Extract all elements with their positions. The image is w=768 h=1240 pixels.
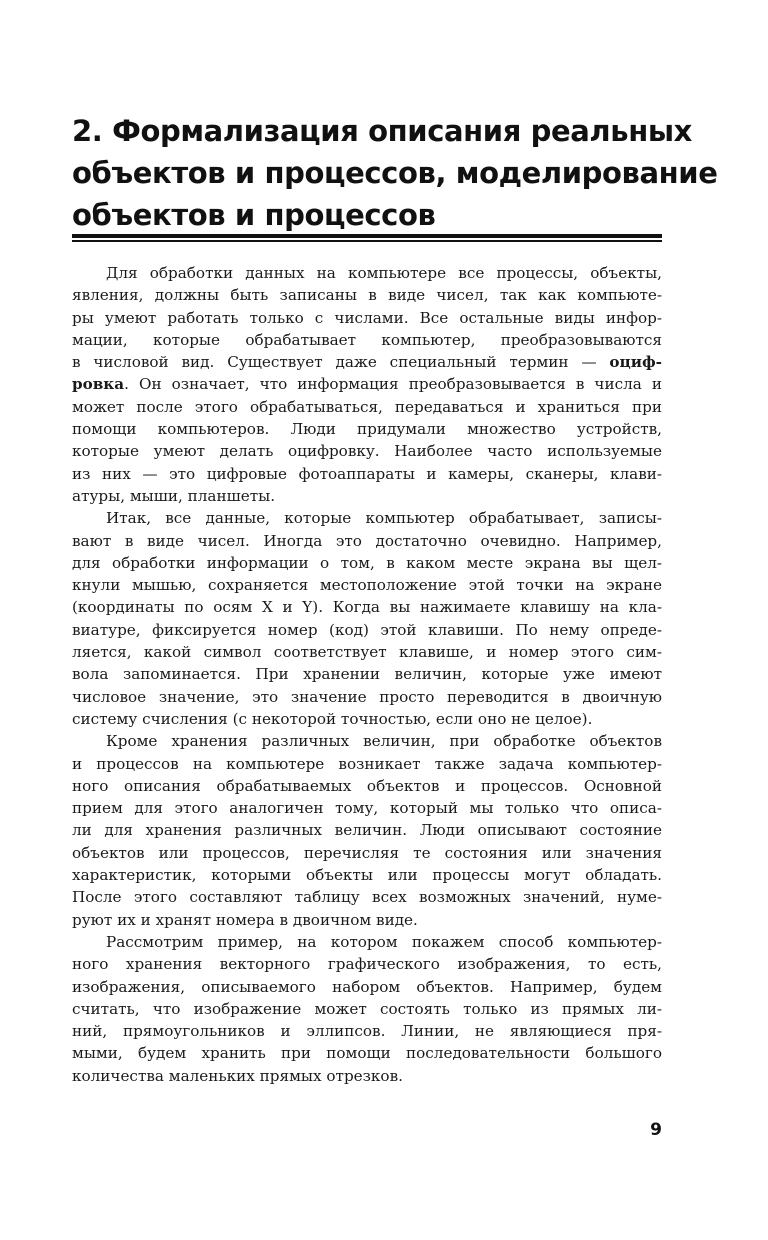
- paragraph-3: [72, 730, 662, 931]
- text-line: для обработки информации о том, в каком месте экрана вы щел-: [72, 553, 662, 572]
- text-line: ровка. Он означает, что информация преобразовывается в числа и: [72, 375, 662, 394]
- text-line-with-term: [72, 351, 662, 373]
- text-line: ры умеют работать только с числами. Все остальные виды инфор-: [72, 308, 662, 327]
- body-text: [72, 262, 662, 1087]
- text-line: мыми, будем хранить при помощи последовательности большого: [72, 1044, 662, 1063]
- text-line: считать, что изображение может состоять только из прямых ли-: [72, 999, 662, 1018]
- text-line: помощи компьютеров. Люди придумали множество устройств,: [72, 420, 662, 439]
- text-line: и процессов на компьютере возникает также задача компьютер-: [72, 754, 662, 773]
- text-line: числовое значение, это значение просто переводится в двоичную: [72, 687, 662, 706]
- text-fragment: в числовой вид. Существует даже специальный термин —: [72, 353, 610, 372]
- chapter-title-line: 2. Формализация описания реальных: [72, 114, 692, 148]
- text-line: ного описания обрабатываемых объектов и процессов. Основной: [72, 776, 662, 795]
- text-line: прием для этого аналогичен тому, который мы только что описа-: [72, 799, 662, 818]
- page-number: 9: [650, 1120, 662, 1140]
- text-line: ного хранения векторного графического изображения, то есть,: [72, 955, 662, 974]
- chapter-title: [72, 110, 718, 236]
- text-line: Рассмотрим пример, на котором покажем способ компьютер-: [106, 932, 662, 951]
- text-line: систему счисления (с некоторой точностью, если оно не целое).: [72, 709, 593, 728]
- paragraph-4: [72, 931, 662, 1087]
- text-line: может после этого обрабатываться, передаваться и храниться при: [72, 397, 662, 416]
- chapter-title-line: объектов и процессов: [72, 198, 436, 232]
- text-line: руют их и хранят номера в двоичном виде.: [72, 910, 418, 929]
- text-line: Кроме хранения различных величин, при обработке объектов: [106, 732, 662, 751]
- text-line: изображения, описываемого набором объектов. Например, будем: [72, 977, 662, 996]
- text-line: После этого составляют таблицу всех возможных значений, нуме-: [72, 888, 662, 907]
- text-line: кнули мышью, сохраняется местоположение этой точки на экране: [72, 576, 662, 595]
- text-line: объектов или процессов, перечисляя те состояния или значения: [72, 843, 662, 862]
- text-line: которые умеют делать оцифровку. Наиболее часто используемые: [72, 442, 662, 461]
- paragraph-2: [72, 507, 662, 730]
- chapter-title-line: объектов и процессов, моделирование: [72, 156, 718, 190]
- text-line: ний, прямоугольников и эллипсов. Линии, не являющиеся пря-: [72, 1022, 662, 1041]
- text-line: ляется, какой символ соответствует клавише, и номер этого сим-: [72, 643, 662, 662]
- text-line: вают в виде чисел. Иногда это достаточно очевидно. Например,: [72, 531, 662, 550]
- term-digitization-part2: ровка: [72, 375, 125, 394]
- term-digitization-part1: оциф-: [609, 353, 662, 372]
- text-line: ли для хранения различных величин. Люди описывают состояние: [72, 821, 662, 840]
- text-line: Итак, все данные, которые компьютер обрабатывает, записы-: [106, 509, 662, 528]
- text-line: вола запоминается. При хранении величин, которые уже имеют: [72, 665, 662, 684]
- title-rule-thick: [72, 234, 662, 238]
- text-line: (координаты по осям X и Y). Когда вы нажимаете клавишу на кла-: [72, 598, 662, 617]
- text-line: из них — это цифровые фотоаппараты и камеры, сканеры, клави-: [72, 464, 662, 483]
- text-line: характеристик, которыми объекты или процессы могут обладать.: [72, 866, 662, 885]
- text-line: количества маленьких прямых отрезков.: [72, 1066, 403, 1085]
- title-rule-thin: [72, 240, 662, 242]
- text-line: виатуре, фиксируется номер (код) этой клавиши. По нему опреде-: [72, 620, 662, 639]
- text-line: мации, которые обрабатывает компьютер, преобразовываются: [72, 330, 662, 349]
- paragraph-1: [72, 262, 662, 507]
- text-line: явления, должны быть записаны в виде чисел, так как компьюте-: [72, 286, 662, 305]
- text-line: атуры, мыши, планшеты.: [72, 486, 276, 505]
- text-line: Для обработки данных на компьютере все процессы, объекты,: [106, 264, 662, 282]
